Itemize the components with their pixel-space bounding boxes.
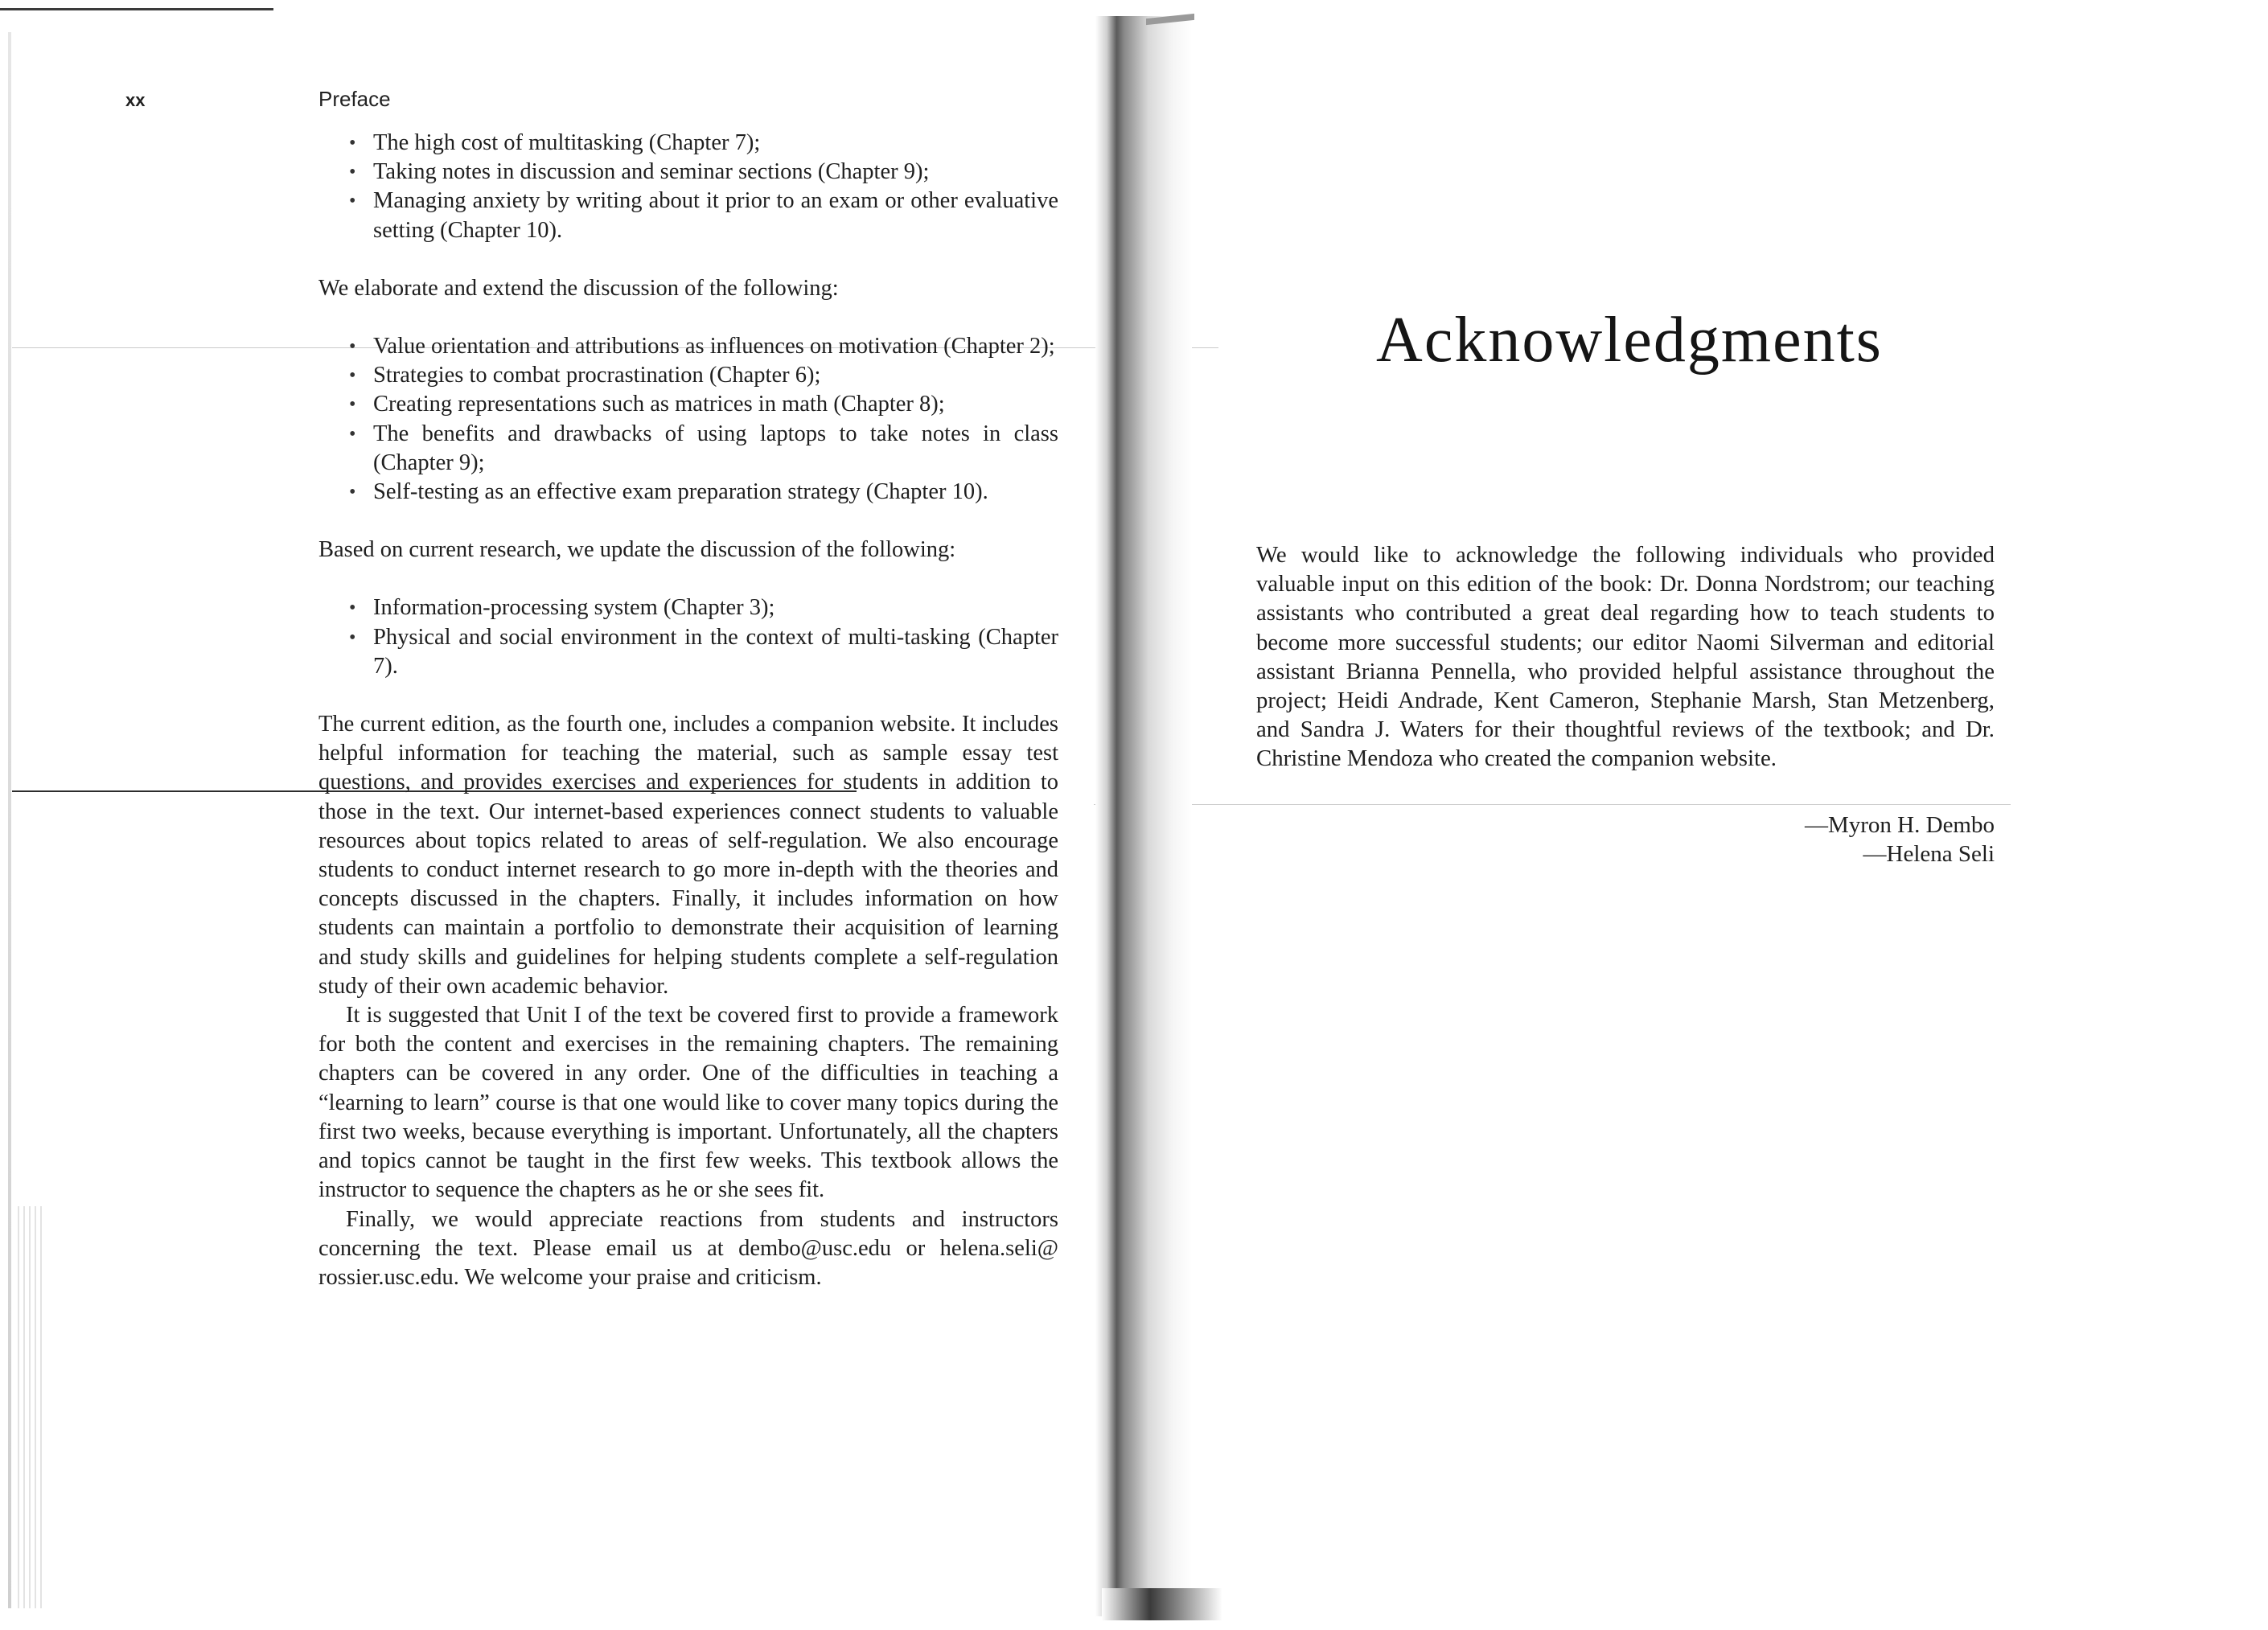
bullet-list-updated-topics: [318, 593, 1058, 681]
running-head: Preface: [318, 87, 391, 111]
list-item: • Self-testing as an effective exam preparation strategy (Chapter 10).: [373, 478, 1058, 507]
signature-block: [1528, 811, 1995, 868]
body-paragraph: It is suggested that Unit I of the text be covered first to provide a framework for both the content and exercises in the remaining chapters. The remaining chapters can be covered in any order. One of the difficulties in teaching a “learning to learn” course is that one would like to cover many topics during the first two weeks, because everything is important. Unfortunately, all the chapters and topics cannot be taught in the first few weeks. This textbook allows the instructor to sequence the chapters as he or she sees fit.: [318, 1003, 1058, 1203]
preface-text: [318, 129, 1058, 1292]
list-item: • Information-processing system (Chapter 3);: [373, 593, 1058, 622]
scan-fold-line-right: [1094, 804, 2011, 805]
signature: —Myron H. Dembo: [1804, 812, 1995, 838]
list-item: • Creating representations such as matrices in math (Chapter 8);: [373, 390, 1058, 419]
gutter-bottom: [1102, 1588, 1222, 1620]
body-paragraph: The current edition, as the fourth one, includes a companion website. It includes helpful information for teaching the material, such as sample essay test questions, and provides exercises and experiences for students in addition to those in the text. Our internet-based experiences connect students to valuable resources about topics related to areas of self-regulation. We also encourage students to conduct internet research to go more in-depth with the theories and concepts discussed in the chapters. Finally, it includes information on how students can maintain a portfolio to demonstrate their acquisition of learning and study skills and guidelines for helping students complete a self-regulation study of their own academic behavior.: [318, 712, 1058, 999]
acknowledgments-title: Acknowledgments: [1376, 305, 1883, 376]
bullet-list-extended-topics: [318, 332, 1058, 507]
list-intro: Based on current research, we update the discussion of the following:: [318, 537, 956, 563]
page-number: xx: [125, 90, 146, 110]
list-intro: We elaborate and extend the discussion of the following:: [318, 275, 839, 301]
bullet-list-new-topics: [318, 129, 1058, 245]
body-paragraph: Finally, we would appreciate reactions from students and instructors concerning the text. Please email us at dembo@usc.edu or helena.seli@ rossier.usc.edu. We welcome your praise and criticism.: [318, 1206, 1058, 1290]
list-item: • The high cost of multitasking (Chapter 7);: [373, 129, 1058, 158]
acknowledgments-body: We would like to acknowledge the following individuals who provided valuable input on this edition of the book: Dr. Donna Nordstrom; our teaching assistants who contributed a great deal regarding how to teach students to become more successful students; our editor Naomi Silverman and editorial assistant Brianna Pennella, who provided helpful assistance throughout the project; Heidi Andrade, Kent Cameron, Stephanie Marsh, Stan Metzenberg, and Sandra J. Waters for their thoughtful reviews of the textbook; and Dr. Christine Mendoza who created the companion website.: [1256, 542, 1995, 772]
list-item: • The benefits and drawbacks of using laptops to take notes in class (Chapter 9);: [373, 420, 1058, 478]
left-page: [0, 0, 1094, 1630]
list-item: • Managing anxiety by writing about it prior to an exam or other evaluative setting (Chapter 10).: [373, 187, 1058, 244]
list-item: • Taking notes in discussion and seminar sections (Chapter 9);: [373, 158, 1058, 187]
book-gutter-shadow: [1095, 16, 1192, 1616]
list-item: • Value orientation and attributions as influences on motivation (Chapter 2);: [373, 332, 1058, 361]
list-item: • Strategies to combat procrastination (Chapter 6);: [373, 361, 1058, 390]
signature: —Helena Seli: [1863, 841, 1995, 868]
list-item: • Physical and social environment in the context of multi-tasking (Chapter 7).: [373, 623, 1058, 681]
